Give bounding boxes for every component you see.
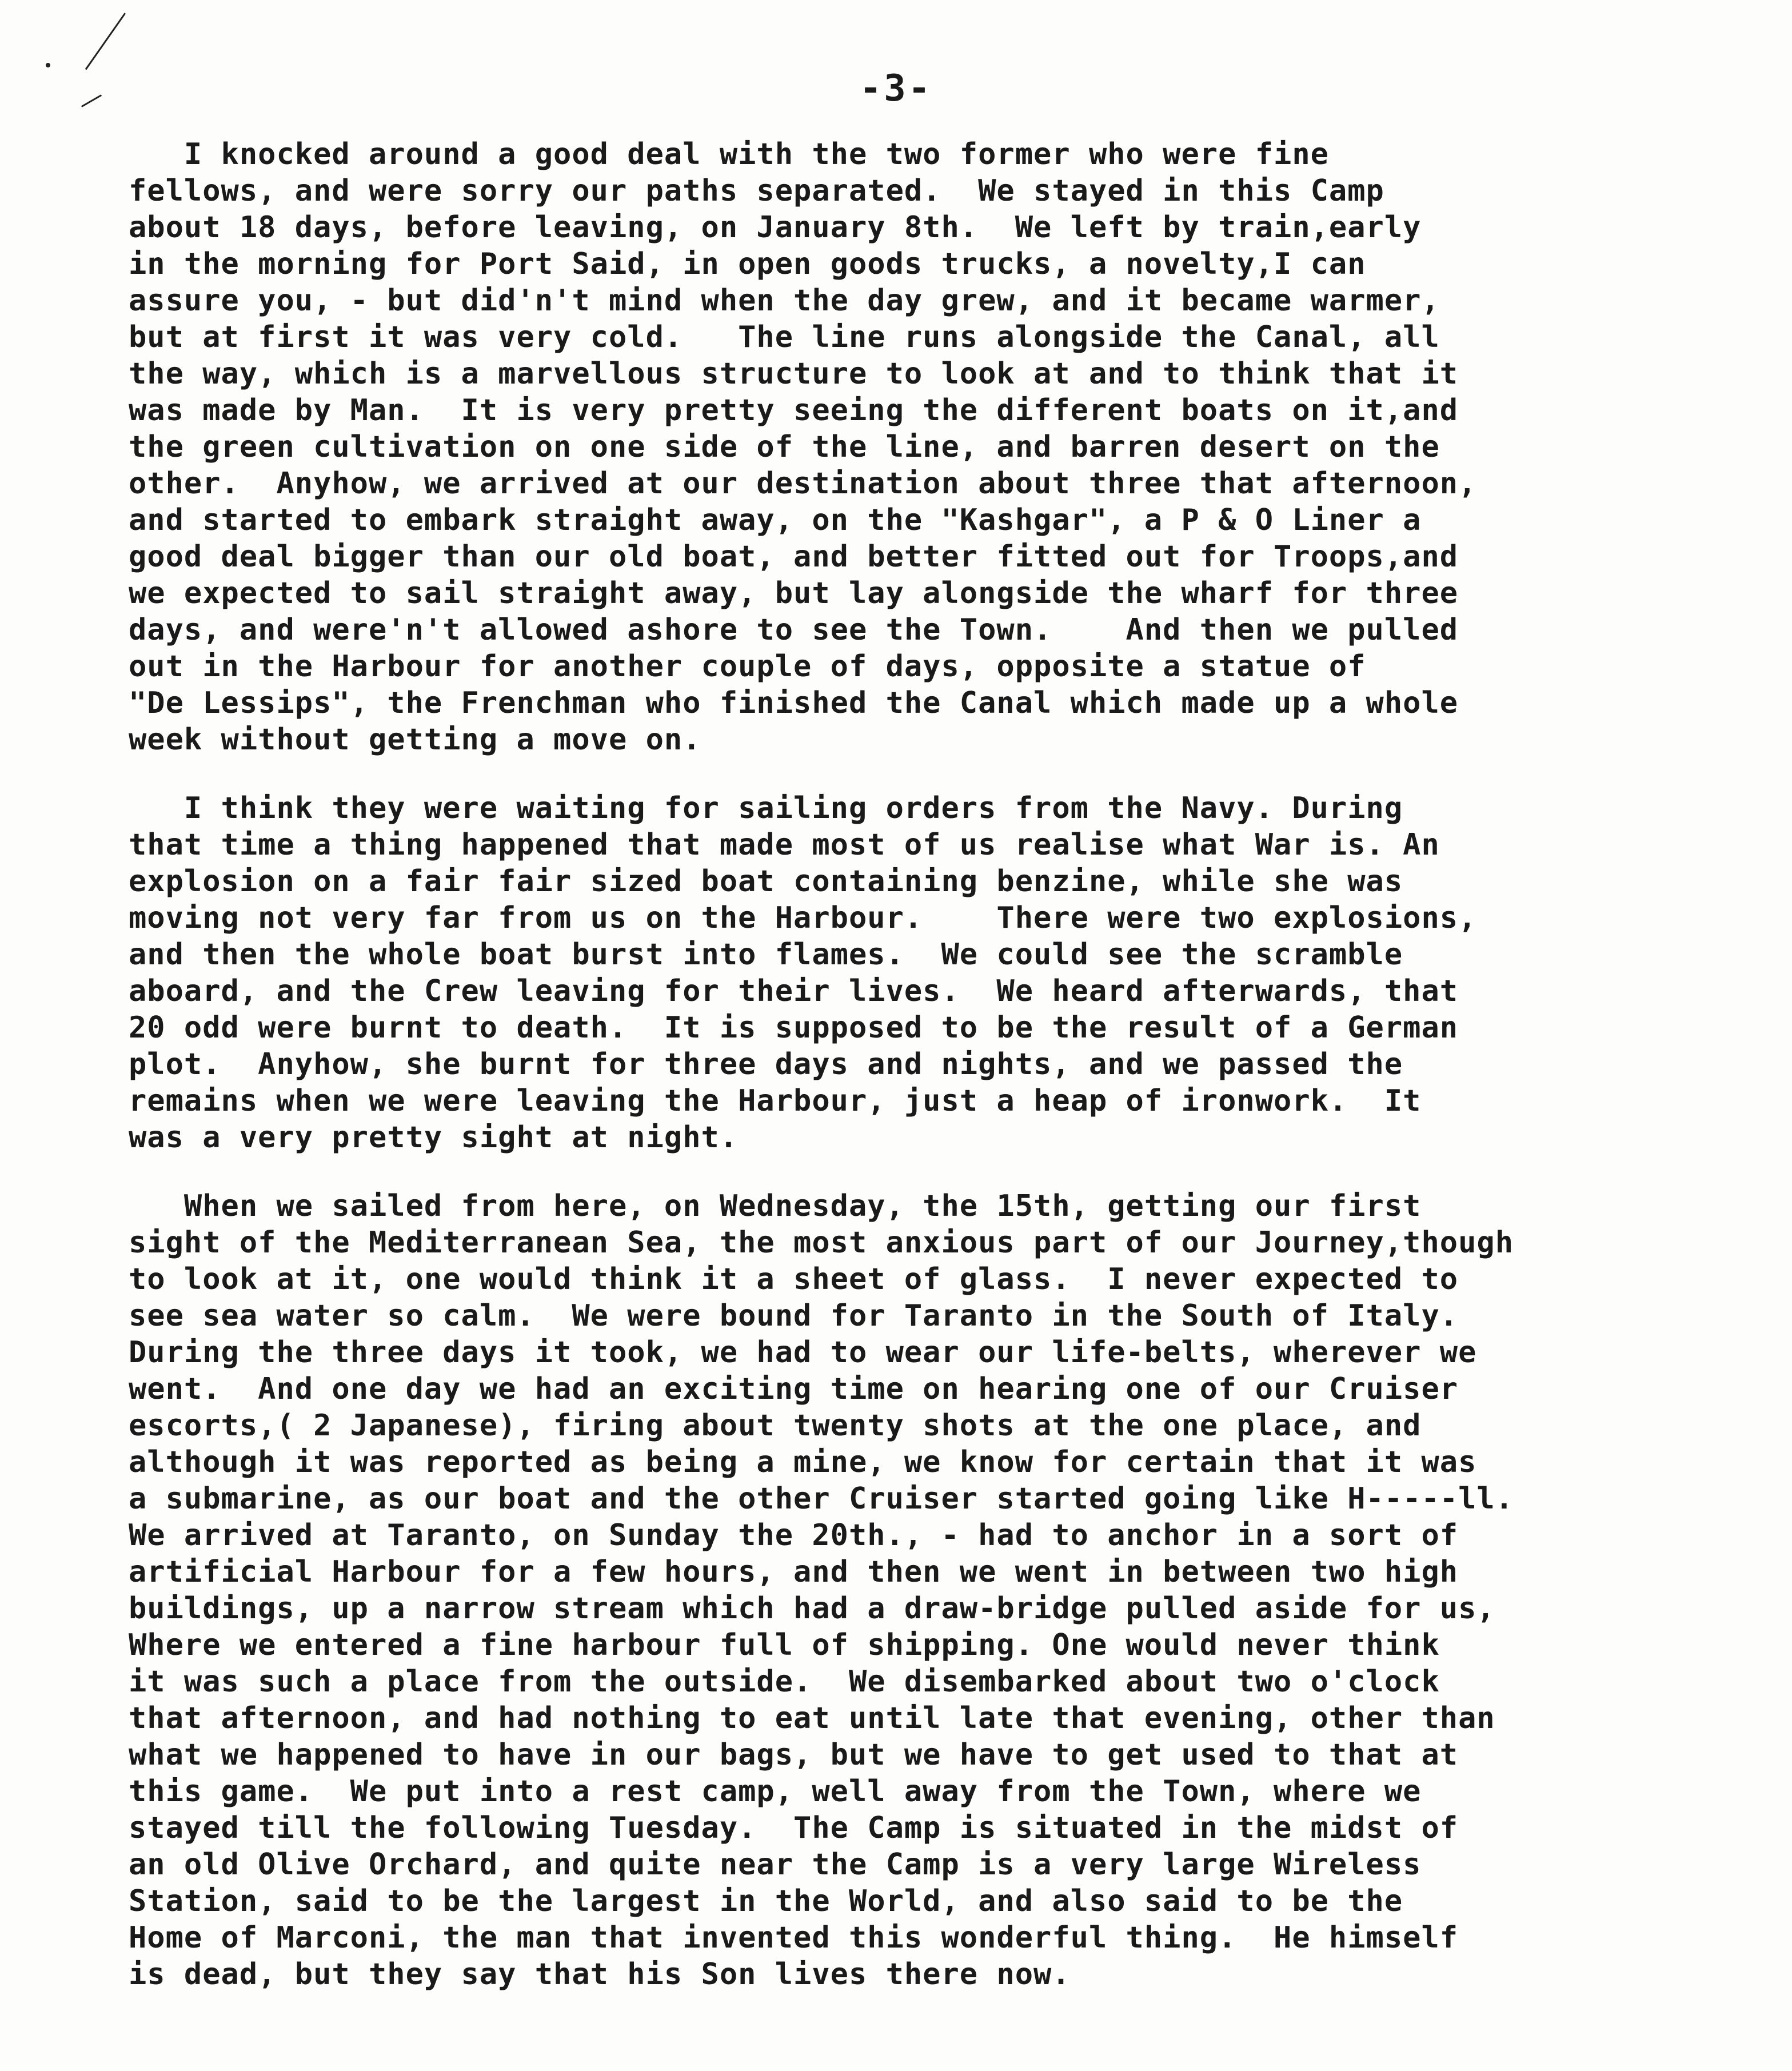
- text-line: an old Olive Orchard, and quite near the Camp is a very large Wireless: [129, 1847, 1422, 1882]
- text-line: other. Anyhow, we arrived at our destination about three that afternoon,: [129, 466, 1477, 501]
- text-line: was made by Man. It is very pretty seeing the different boats on it,and: [129, 393, 1459, 428]
- text-line: and then the whole boat burst into flames. We could see the scramble: [129, 937, 1403, 972]
- text-line: "De Lessips", the Frenchman who finished the Canal which made up a whole: [129, 686, 1459, 720]
- text-line: escorts,( 2 Japanese), firing about twenty shots at the one place, and: [129, 1408, 1422, 1443]
- body-text: [129, 136, 1706, 1993]
- text-line: stayed till the following Tuesday. The Camp is situated in the midst of: [129, 1811, 1459, 1845]
- text-line: see sea water so calm. We were bound for Taranto in the South of Italy.: [129, 1299, 1459, 1333]
- text-line: about 18 days, before leaving, on January 8th. We left by train,early: [129, 210, 1422, 245]
- text-line: that afternoon, and had nothing to eat until late that evening, other than: [129, 1701, 1495, 1735]
- paragraph-3: [129, 1188, 1706, 1993]
- text-line: and started to embark straight away, on the "Kashgar", a P & O Liner a: [129, 503, 1422, 537]
- text-line: I think they were waiting for sailing orders from the Navy. During: [129, 791, 1403, 825]
- text-line: When we sailed from here, on Wednesday, the 15th, getting our first: [129, 1189, 1422, 1223]
- paragraph-1: [129, 136, 1706, 758]
- text-line: to look at it, one would think it a sheet of glass. I never expected to: [129, 1262, 1459, 1296]
- text-line: During the three days it took, we had to wear our life-belts, wherever we: [129, 1335, 1477, 1370]
- text-line: fellows, and were sorry our paths separated. We stayed in this Camp: [129, 174, 1384, 208]
- text-line: was a very pretty sight at night.: [129, 1120, 739, 1155]
- text-line: what we happened to have in our bags, but we have to get used to that at: [129, 1738, 1459, 1772]
- text-line: assure you, - but did'n't mind when the day grew, and it became warmer,: [129, 284, 1440, 318]
- text-line: a submarine, as our boat and the other Cruiser started going like H-----ll.: [129, 1482, 1514, 1516]
- text-line: moving not very far from us on the Harbour. There were two explosions,: [129, 901, 1477, 935]
- pen-mark: [85, 13, 126, 70]
- paragraph-2: [129, 790, 1706, 1156]
- text-line: that time a thing happened that made most of us realise what War is. An: [129, 828, 1440, 862]
- text-line: artificial Harbour for a few hours, and then we went in between two high: [129, 1555, 1459, 1589]
- text-line: went. And one day we had an exciting time on hearing one of our Cruiser: [129, 1372, 1459, 1406]
- text-line: 20 odd were burnt to death. It is supposed to be the result of a German: [129, 1011, 1459, 1045]
- pen-mark: [46, 63, 50, 67]
- text-line: but at first it was very cold. The line runs alongside the Canal, all: [129, 320, 1440, 354]
- text-line: out in the Harbour for another couple of days, opposite a statue of: [129, 649, 1366, 684]
- text-line: this game. We put into a rest camp, well away from the Town, where we: [129, 1774, 1422, 1809]
- text-line: the way, which is a marvellous structure to look at and to think that it: [129, 357, 1459, 391]
- text-line: week without getting a move on.: [129, 723, 701, 757]
- text-line: good deal bigger than our old boat, and better fitted out for Troops,and: [129, 540, 1459, 574]
- text-line: aboard, and the Crew leaving for their lives. We heard afterwards, that: [129, 974, 1459, 1008]
- text-line: buildings, up a narrow stream which had a draw-bridge pulled aside for us,: [129, 1591, 1495, 1626]
- text-line: plot. Anyhow, she burnt for three days and nights, and we passed the: [129, 1047, 1403, 1082]
- text-line: Station, said to be the largest in the World, and also said to be the: [129, 1884, 1403, 1918]
- text-line: I knocked around a good deal with the two former who were fine: [129, 137, 1329, 171]
- text-line: it was such a place from the outside. We disembarked about two o'clock: [129, 1665, 1440, 1699]
- text-line: although it was reported as being a mine, we know for certain that it was: [129, 1445, 1477, 1479]
- text-line: remains when we were leaving the Harbour, just a heap of ironwork. It: [129, 1084, 1422, 1118]
- text-line: Where we entered a fine harbour full of shipping. One would never think: [129, 1628, 1440, 1662]
- text-line: sight of the Mediterranean Sea, the most anxious part of our Journey,though: [129, 1226, 1514, 1260]
- text-line: we expected to sail straight away, but lay alongside the wharf for three: [129, 576, 1459, 610]
- text-line: We arrived at Taranto, on Sunday the 20th., - had to anchor in a sort of: [129, 1518, 1459, 1553]
- text-line: in the morning for Port Said, in open goods trucks, a novelty,I can: [129, 247, 1366, 281]
- page-number: -3-: [859, 67, 933, 110]
- text-line: explosion on a fair fair sized boat containing benzine, while she was: [129, 864, 1403, 899]
- text-line: the green cultivation on one side of the line, and barren desert on the: [129, 430, 1440, 464]
- text-line: Home of Marconi, the man that invented this wonderful thing. He himself: [129, 1921, 1459, 1955]
- text-line: days, and were'n't allowed ashore to see the Town. And then we pulled: [129, 613, 1459, 647]
- text-line: is dead, but they say that his Son lives there now.: [129, 1957, 1071, 1992]
